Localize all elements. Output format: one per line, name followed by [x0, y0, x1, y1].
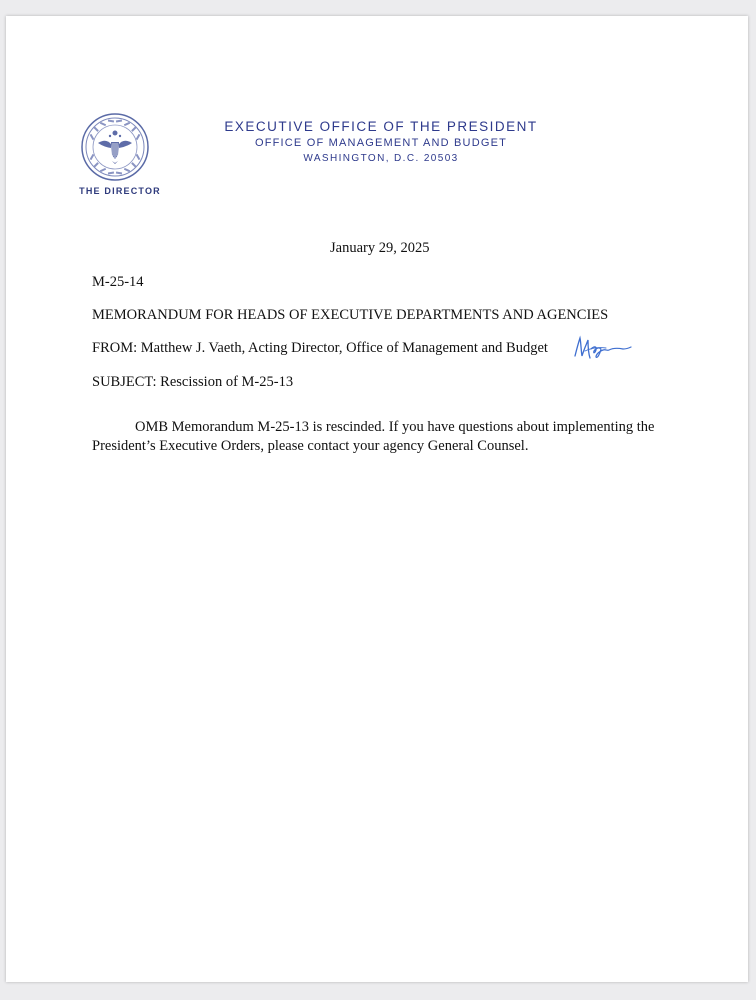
memo-body-line-2: President’s Executive Orders, please contact your agency General Counsel.	[92, 437, 529, 454]
memo-addressee: MEMORANDUM FOR HEADS OF EXECUTIVE DEPARTMENTS AND AGENCIES	[92, 307, 609, 323]
memo-date: January 29, 2025	[330, 240, 430, 256]
letterhead-address: WASHINGTON, D.C. 20503	[303, 153, 459, 164]
memo-page	[6, 16, 748, 982]
director-label: THE DIRECTOR	[79, 186, 161, 196]
great-seal-icon	[80, 112, 150, 182]
letterhead-title: EXECUTIVE OFFICE OF THE PRESIDENT	[224, 119, 538, 134]
memo-body-line-1: OMB Memorandum M-25-13 is rescinded. If you have questions about implementing the	[135, 419, 655, 435]
signature-icon	[569, 334, 633, 362]
memo-from: FROM: Matthew J. Vaeth, Acting Director, Office of Management and Budget	[92, 340, 548, 356]
letterhead-office: OFFICE OF MANAGEMENT AND BUDGET	[254, 137, 508, 149]
memo-subject: SUBJECT: Rescission of M-25-13	[92, 374, 294, 390]
memo-number: M-25-14	[92, 274, 144, 290]
memo-body	[92, 418, 677, 455]
